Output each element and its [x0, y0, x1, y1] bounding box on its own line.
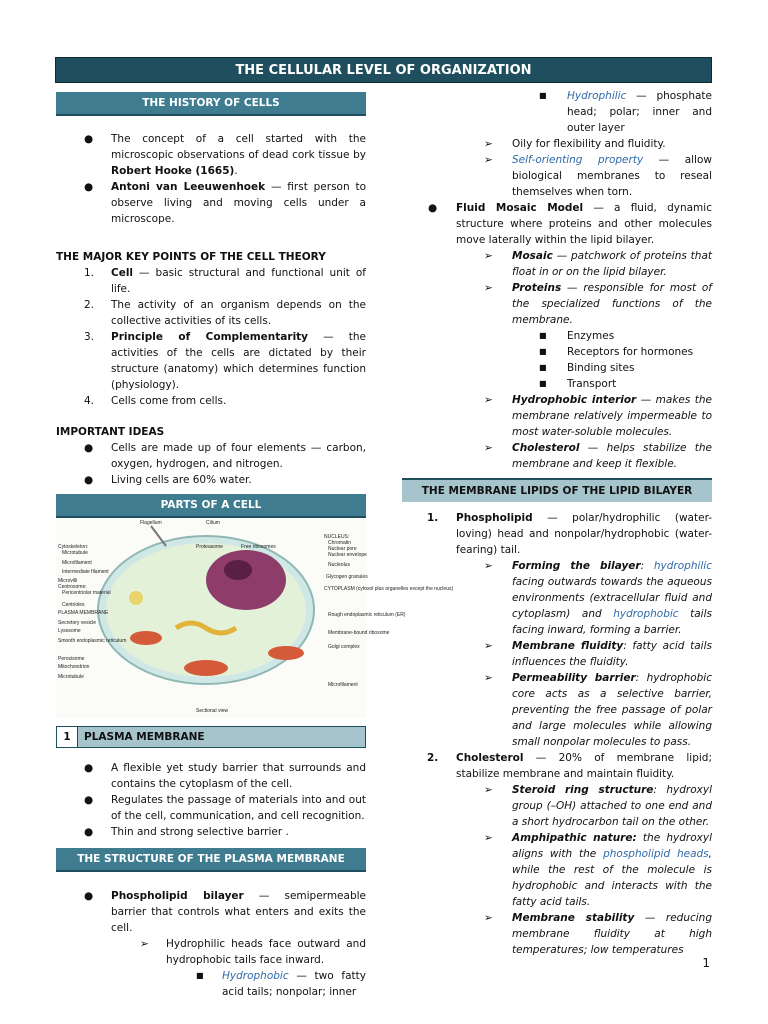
label-glycogen: Glycogen granules: [326, 574, 368, 580]
arrow-icon: ➢: [484, 442, 493, 454]
proteins-term: Proteins: [512, 282, 562, 294]
history-period: .: [234, 165, 238, 177]
bullet-icon: ●: [84, 794, 94, 806]
list-item: [402, 670, 712, 750]
bullet-icon: ●: [84, 133, 94, 145]
fluid-mosaic-term: Fluid Mosaic Model: [456, 202, 584, 214]
list-item: [56, 472, 366, 488]
label-microfilament-2: Microfilament: [328, 682, 358, 688]
list-item: [56, 131, 366, 179]
square-bullet-icon: ■: [539, 347, 547, 356]
list-item: [56, 760, 366, 792]
arrow-icon: ➢: [484, 138, 493, 150]
arrow-icon: ➢: [484, 394, 493, 406]
forming-bilayer-term: Forming the bilayer: [512, 560, 641, 572]
mitochondrion-shape-3: [268, 646, 304, 660]
phospholipid-text: — polar/hydrophilic (water-loving) head and nonpolar/hydrophobic (water-fearing) tail.: [456, 512, 712, 556]
membrane-stability-text: — reducing membrane fluidity at high temperatures; low temperatures: [512, 912, 712, 956]
interior-text: — makes the membrane relatively impermeable to most water-soluble molecules.: [512, 394, 713, 438]
lipids-header: THE MEMBRANE LIPIDS OF THE LIPID BILAYER: [402, 478, 712, 502]
label-cytoplasm: CYTOPLASM (cytosol plus organelles except the nucleus): [324, 586, 454, 592]
steroid-ring-text: : hydroxyl group (–OH) attached to one end and a short hydrocarbon tail on the other.: [512, 784, 713, 828]
self-orienting-term: Self-orienting property: [512, 154, 644, 166]
label-microvilli: Microvilli: [58, 578, 78, 584]
list-item: [402, 200, 712, 248]
forming-bilayer-text-end: tails facing inward, forming a barrier.: [512, 608, 712, 636]
arrow-icon: ➢: [484, 154, 493, 166]
structure-header: THE STRUCTURE OF THE PLASMA MEMBRANE: [56, 848, 366, 872]
important-ideas-heading: IMPORTANT IDEAS: [56, 426, 165, 438]
permeability-text: : hydrophobic core acts as a selective barrier, preventing the free passage of polar and large molecules while allowing small nonpolar molecules to pass.: [512, 672, 712, 748]
theory-text: — the activities of the cells are dictated by their structure (anatomy) which determines function (physiology).: [111, 331, 366, 391]
amphipathic-text-b: , while the rest of the molecule is hydrophobic and interacts with the fatty acid tails.: [512, 848, 712, 908]
hydrophobic-text: — two fatty acid tails; nonpolar; inner: [222, 970, 366, 998]
label-microtubule: Microtubule: [62, 550, 88, 556]
list-item: [402, 280, 712, 328]
cholesterol-text: — helps stabilize the membrane and keep it flexible.: [512, 442, 712, 470]
history-text-1: The concept of a cell started with the microscopic observations of dead cork tissue by: [111, 133, 366, 161]
list-item-text: [111, 329, 366, 393]
parts-header: PARTS OF A CELL: [56, 494, 366, 518]
list-item-text: Thin and strong selective barrier .: [111, 826, 289, 838]
theory-number: 2.: [84, 299, 95, 311]
arrow-icon: ➢: [140, 938, 149, 950]
label-peroxisome: Peroxisome: [58, 656, 85, 662]
list-item-text: [111, 265, 366, 297]
list-item: [56, 329, 366, 393]
mosaic-term: Mosaic: [512, 250, 553, 262]
forming-bilayer-colon: :: [640, 560, 654, 572]
list-item: [56, 179, 366, 227]
list-item: [402, 750, 712, 782]
phospholipid-term: Phospholipid: [456, 512, 533, 524]
lipid-number-2: 2.: [427, 752, 439, 764]
list-item: [56, 265, 366, 297]
nucleolus-shape: [224, 560, 252, 580]
list-item-text: Transport: [567, 378, 617, 390]
forming-bilayer-text: facing outwards towards the aqueous environments (extracellular fluid and cytoplasm) and: [512, 576, 712, 620]
arrow-icon: ➢: [484, 912, 493, 924]
cholesterol-lipid-term: Cholesterol: [456, 752, 524, 764]
oily-text: Oily for flexibility and fluidity.: [512, 138, 666, 150]
list-item: [402, 510, 712, 558]
robert-hooke: Robert Hooke (1665): [111, 165, 235, 177]
list-item-text: Regulates the passage of materials into and out of the cell, communication, and cell recognition.: [111, 794, 366, 822]
membrane-stability-term: Membrane stability: [512, 912, 635, 924]
square-bullet-icon: ■: [539, 363, 547, 372]
history-text-2: — first person to observe living and moving cells under a microscope.: [111, 181, 367, 225]
arrow-icon: ➢: [484, 784, 493, 796]
theory-text: The activity of an organism depends on the collective activities of its cells.: [111, 299, 366, 327]
square-bullet-icon: ■: [539, 91, 547, 100]
protein-function-list: [402, 328, 712, 392]
lysosome-shape: [129, 591, 143, 605]
list-item: [402, 638, 712, 670]
theory-text: Cells come from cells.: [111, 395, 227, 407]
label-flagellum: Flagellum: [140, 520, 162, 526]
list-item-text: [111, 393, 366, 409]
theory-term: Cell: [111, 267, 134, 279]
label-centrosome: Centrosome:: [58, 584, 87, 590]
bilayer-term: Phospholipid bilayer: [111, 890, 244, 902]
cholesterol-lipid-text: — 20% of membrane lipid; stabilize membrane and maintain fluidity.: [456, 752, 712, 780]
left-column: [56, 92, 454, 1000]
membrane-fluidity-text: : fatty acid tails influences the fluidity.: [512, 640, 712, 668]
list-item: [402, 136, 712, 152]
interior-term: Hydrophobic interior: [512, 394, 637, 406]
self-orienting-text: — allow biological membranes to reseal themselves when torn.: [512, 154, 712, 198]
phospholipid-heads-link: phospholipid heads: [603, 848, 709, 860]
list-item: [56, 792, 366, 824]
list-item: [402, 440, 712, 472]
steroid-ring-term: Steroid ring structure: [512, 784, 654, 796]
list-item: [402, 328, 712, 344]
list-item: [402, 344, 712, 360]
plasma-membrane-label: PLASMA MEMBRANE: [78, 727, 365, 747]
list-item: [402, 376, 712, 392]
list-item-text: Cells are made up of four elements — carbon, oxygen, hydrogen, and nitrogen.: [111, 442, 366, 470]
page-title: THE CELLULAR LEVEL OF ORGANIZATION: [55, 57, 712, 83]
label-nucleus: NUCLEUS:: [324, 534, 350, 540]
theory-number: 1.: [84, 267, 95, 279]
list-item-text: Living cells are 60% water.: [111, 474, 252, 486]
cell-theory-heading: THE MAJOR KEY POINTS OF THE CELL THEORY: [56, 251, 326, 263]
bullet-icon: ●: [84, 474, 94, 486]
list-item-text: [111, 297, 366, 329]
list-item: [402, 392, 712, 440]
theory-number: 4.: [84, 395, 95, 407]
list-item-text: Receptors for hormones: [567, 346, 694, 358]
plasma-membrane-header: [56, 726, 366, 748]
label-cilium: Cilium: [206, 520, 220, 526]
label-nucleolus: Nucleolus: [328, 562, 350, 568]
list-item: [56, 968, 366, 1000]
label-lysosome: Lysosome: [58, 628, 81, 634]
label-golgi: Golgi complex: [328, 644, 360, 650]
cell-diagram-svg: [56, 518, 454, 718]
list-item: [402, 782, 712, 830]
label-secretory: Secretory vesicle: [58, 620, 97, 626]
label-free-ribosomes: Free ribosomes: [241, 544, 276, 550]
leeuwenhoek: Antoni van Leeuwenhoek: [111, 181, 266, 193]
square-bullet-icon: ■: [539, 331, 547, 340]
mosaic-text: — patchwork of proteins that float in or on the lipid bilayer.: [512, 250, 712, 278]
label-plasma-membrane: PLASMA MEMBRANE: [58, 610, 109, 616]
square-bullet-icon: ■: [196, 971, 204, 980]
list-item: [402, 88, 712, 136]
list-item: [402, 360, 712, 376]
label-membrane-ribosome: Membrane-bound ribosome: [328, 630, 390, 636]
label-nuclear-pore: Nuclear pore: [328, 546, 357, 552]
label-pericentriolar: Pericentriolar material: [62, 590, 111, 596]
label-chromatin: Chromatin: [328, 540, 352, 546]
label-cytoskeleton: Cytoskeleton:: [58, 544, 89, 550]
theory-number: 3.: [84, 331, 95, 343]
hydrophilic-term: Hydrophilic: [567, 90, 627, 102]
proteins-text: — responsible for most of the specialized functions of the membrane.: [512, 282, 712, 326]
label-rough-er: Rough endoplasmic reticulum (ER): [328, 612, 406, 618]
plasma-membrane-number: 1: [57, 727, 78, 747]
label-intermediate: Intermediate filament: [62, 569, 109, 575]
mitochondrion-shape: [184, 660, 228, 676]
nucleus-shape: [206, 550, 286, 610]
label-microfilament: Microfilament: [62, 560, 92, 566]
bullet-icon: ●: [84, 181, 94, 193]
list-item: [56, 440, 366, 472]
arrow-icon: ➢: [484, 560, 493, 572]
cholesterol-term: Cholesterol: [512, 442, 580, 454]
label-smooth-er: Smooth endoplasmic reticulum: [58, 638, 127, 644]
amphipathic-text-a: the hydroxyl aligns with the: [512, 832, 712, 860]
list-item: [56, 393, 366, 409]
arrow-icon: ➢: [484, 832, 493, 844]
label-centrioles: Centrioles: [62, 602, 85, 608]
bullet-icon: ●: [84, 890, 94, 902]
arrow-icon: ➢: [484, 282, 493, 294]
bullet-icon: ●: [428, 202, 438, 214]
heads-text: Hydrophilic heads face outward and hydrophobic tails face inward.: [166, 938, 366, 966]
list-item: [402, 830, 712, 910]
lipid-number-1: 1.: [427, 512, 439, 524]
list-item-text: Binding sites: [567, 362, 635, 374]
arrow-icon: ➢: [484, 250, 493, 262]
cell-theory-list: [56, 265, 366, 409]
list-item: [402, 152, 712, 200]
label-mitochondrion: Mitochondrion: [58, 664, 90, 670]
bullet-icon: ●: [84, 442, 94, 454]
list-item-text: Enzymes: [567, 330, 615, 342]
list-item: [56, 824, 366, 840]
list-item-text: A flexible yet study barrier that surrounds and contains the cytoplasm of the cell.: [111, 762, 366, 790]
list-item: [402, 558, 712, 638]
list-item: [56, 297, 366, 329]
hydrophilic-text: — phosphate head; polar; inner and outer layer: [567, 90, 712, 134]
cell-diagram: [56, 518, 454, 718]
arrow-icon: ➢: [484, 640, 493, 652]
list-item: [402, 248, 712, 280]
hydrophilic-link: hydrophilic: [653, 560, 712, 572]
page-number: 1: [702, 956, 710, 970]
plasma-membrane-list: [56, 760, 366, 840]
bullet-icon: ●: [84, 762, 94, 774]
list-item: [56, 888, 366, 936]
bilayer-text: — semipermeable barrier that controls what enters and exits the cell.: [111, 890, 366, 934]
fluid-mosaic-text: — a fluid, dynamic structure where proteins and other molecules move laterally within the lipid bilayer.: [456, 202, 712, 246]
theory-term: Principle of Complementarity: [111, 331, 309, 343]
list-item: [402, 910, 712, 958]
right-column: [402, 88, 712, 958]
bullet-icon: ●: [84, 826, 94, 838]
permeability-term: Permeability barrier: [512, 672, 636, 684]
label-proteasome: Proteasome: [196, 544, 223, 550]
amphipathic-term: Amphipathic nature:: [512, 832, 637, 844]
label-microtubule-2: Microtubule: [58, 674, 84, 680]
list-item: [56, 936, 366, 968]
membrane-fluidity-term: Membrane fluidity: [512, 640, 624, 652]
square-bullet-icon: ■: [539, 379, 547, 388]
arrow-icon: ➢: [484, 672, 493, 684]
theory-text: — basic structural and functional unit of life.: [111, 267, 366, 295]
mitochondrion-shape-2: [130, 631, 162, 645]
label-nuclear-envelope: Nuclear envelope: [328, 552, 367, 558]
history-header: THE HISTORY OF CELLS: [56, 92, 366, 116]
hydrophobic-link: hydrophobic: [613, 608, 679, 620]
important-ideas-list: [56, 440, 366, 488]
hydrophobic-term: Hydrophobic: [222, 970, 289, 982]
label-sectional-view: Sectional view: [196, 708, 228, 714]
